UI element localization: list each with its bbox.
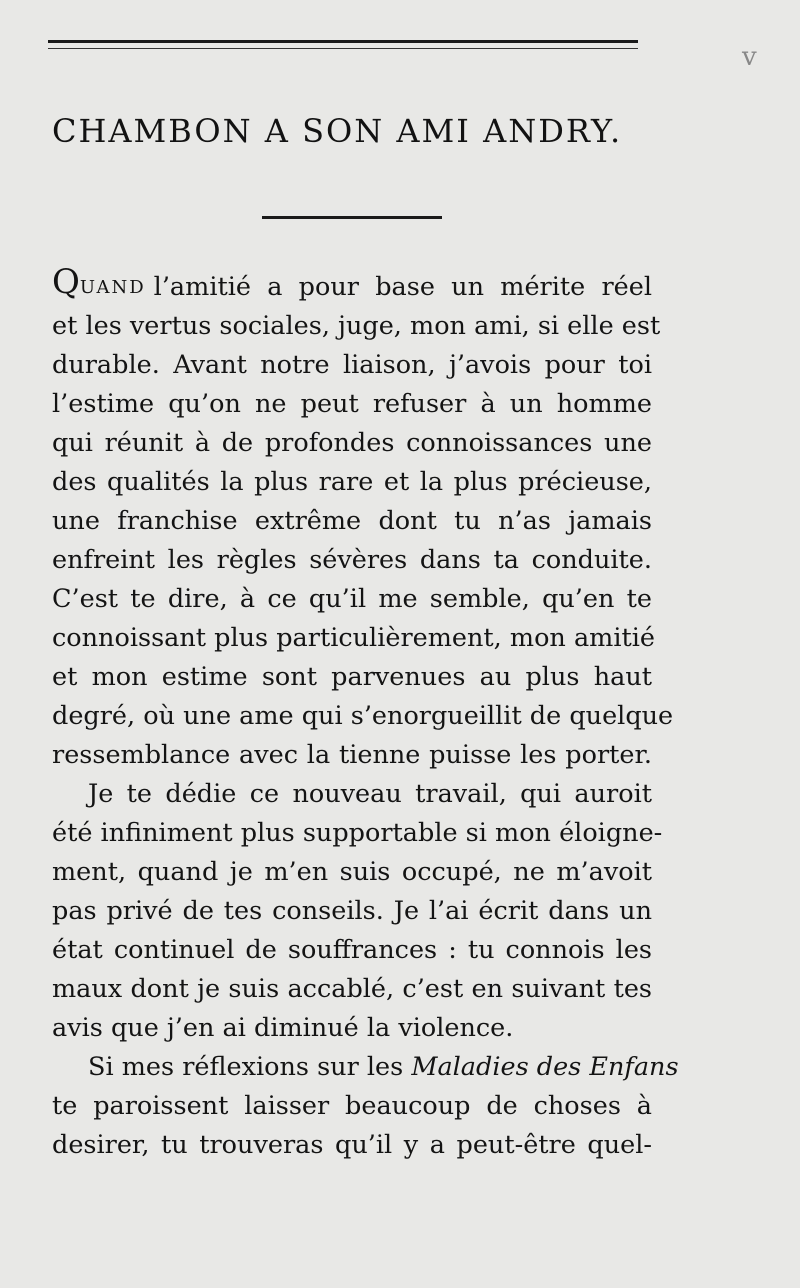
page-mark: v xyxy=(742,42,757,72)
text-line: desirer, tu trouveras qu’il y a peut-être quel- xyxy=(52,1130,652,1160)
small-caps-word: UAND xyxy=(79,277,146,298)
text-line: l’estime qu’on ne peut refuser à un homme xyxy=(52,389,652,419)
book-title-italic: Maladies des Enfans xyxy=(411,1052,679,1082)
text-line: connoissant plus particulièrement, mon amitié xyxy=(52,623,655,653)
text-line: Je te dédie ce nouveau travail, qui auroit xyxy=(88,779,652,809)
text-line: durable. Avant notre liaison, j’avois pour toi xyxy=(52,350,652,380)
first-line-rest: l’amitié a pour base un mérite réel xyxy=(153,272,652,302)
text-line: des qualités la plus rare et la plus précieuse, xyxy=(52,467,652,497)
title-divider-rule xyxy=(262,216,442,219)
text-line: te paroissent laisser beaucoup de choses à xyxy=(52,1091,652,1121)
text-line: pas privé de tes conseils. Je l’ai écrit dans un xyxy=(52,896,652,926)
text-line: qui réunit à de profondes connoissances une xyxy=(52,428,652,458)
text-line: ressemblance avec la tienne puisse les porter. xyxy=(52,740,652,770)
text-line: avis que j’en ai diminué la violence. xyxy=(52,1013,514,1043)
top-thin-rule xyxy=(48,48,638,49)
drop-capital: Q xyxy=(52,262,80,302)
text-line: ment, quand je m’en suis occupé, ne m’avoit xyxy=(52,857,652,887)
text-line: une franchise extrême dont tu n’as jamais xyxy=(52,506,652,536)
paragraph-1-line-1 xyxy=(52,262,652,307)
text-line: C’est te dire, à ce qu’il me semble, qu’en te xyxy=(52,584,652,614)
paragraph-3-line-1: Si mes réflexions sur les Maladies des Enfans xyxy=(88,1052,679,1082)
text-line: été infiniment plus supportable si mon éloigne- xyxy=(52,818,663,848)
text-line: et les vertus sociales, juge, mon ami, si elle est xyxy=(52,311,661,341)
text-line: état continuel de souffrances : tu connois les xyxy=(52,935,652,965)
page-title: CHAMBON A SON AMI ANDRY. xyxy=(52,112,623,150)
text-line: degré, où une ame qui s’enorgueillit de quelque xyxy=(52,701,674,731)
top-double-rule xyxy=(48,40,638,43)
text-line: et mon estime sont parvenues au plus haut xyxy=(52,662,652,692)
body-text xyxy=(52,262,679,1165)
text-line: enfreint les règles sévères dans ta conduite. xyxy=(52,545,652,575)
text-line: maux dont je suis accablé, c’est en suivant tes xyxy=(52,974,652,1004)
